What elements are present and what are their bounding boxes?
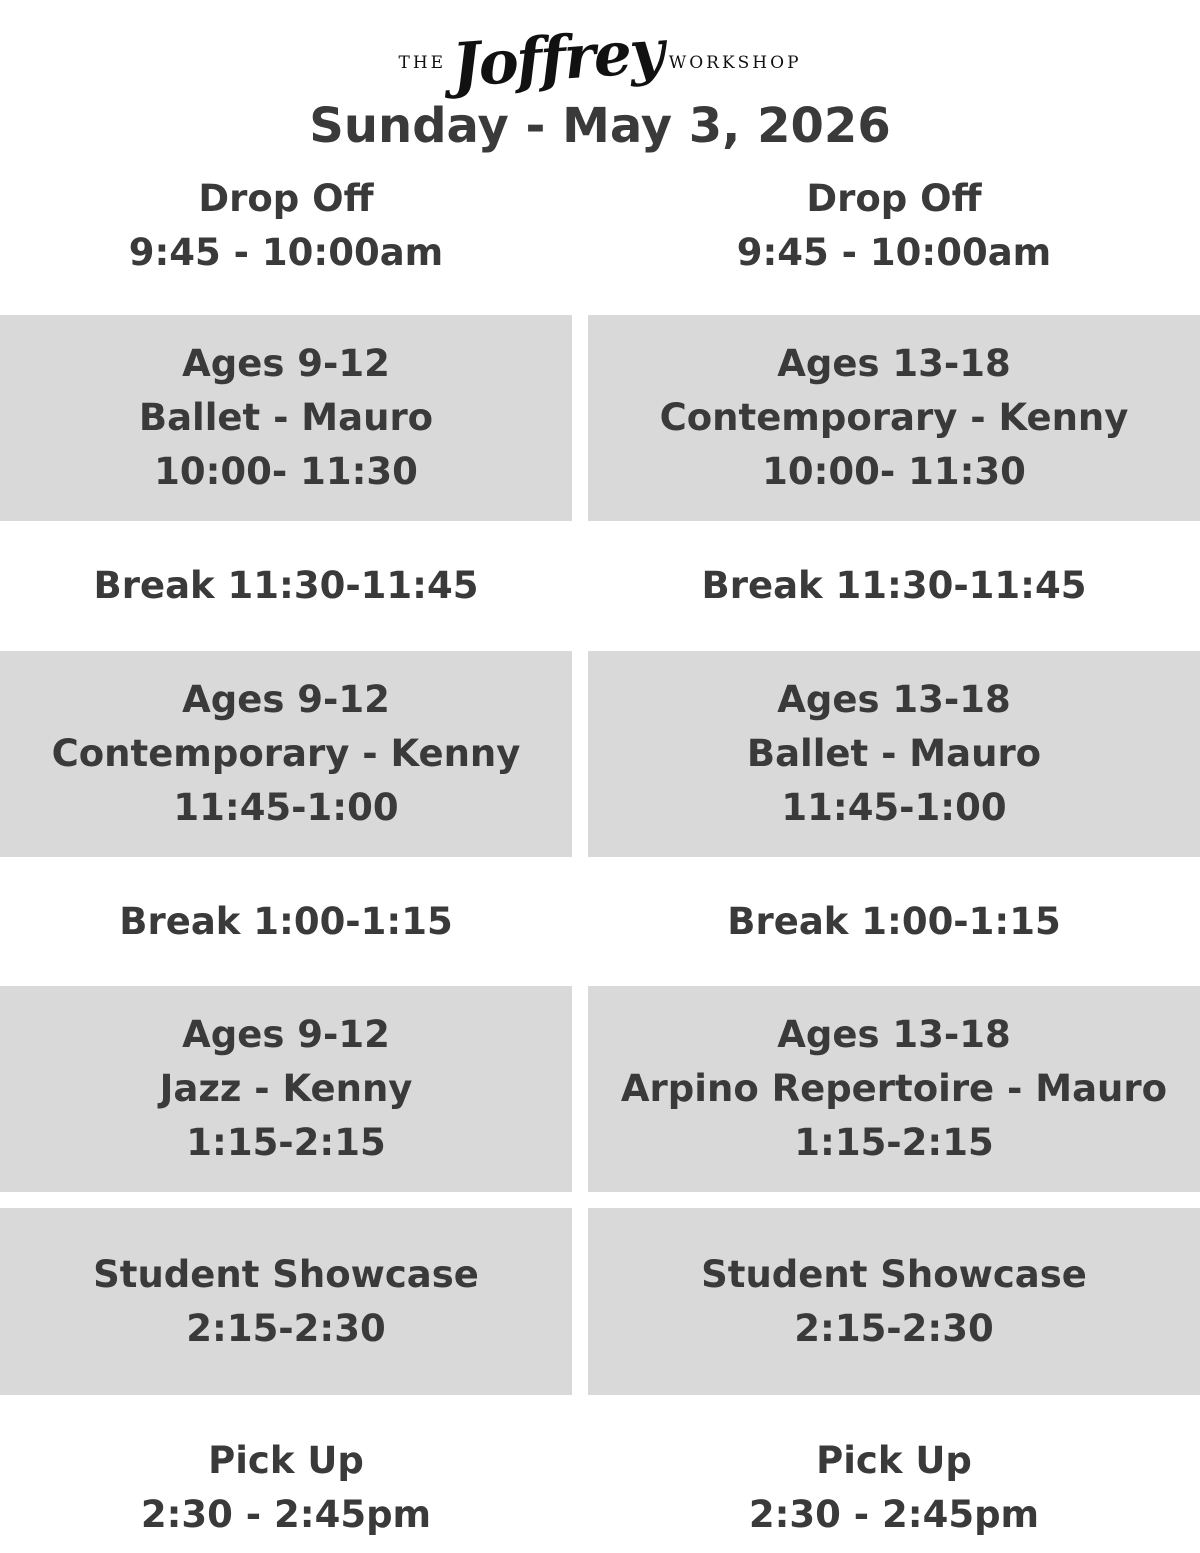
left-session-1-class: Ballet - Mauro	[138, 396, 434, 439]
right-showcase-time: 2:15-2:30	[794, 1306, 994, 1350]
logo-script-name: Joffrey	[449, 16, 665, 102]
right-session-2-time: 11:45-1:00	[781, 786, 1007, 829]
left-dropoff-time: 9:45 - 10:00am	[128, 230, 444, 274]
right-session-1-ages: Ages 13-18	[777, 342, 1011, 385]
right-session-1-class: Contemporary - Kenny	[659, 396, 1129, 439]
right-session-2-ages: Ages 13-18	[777, 678, 1011, 721]
right-pickup-label: Pick Up	[816, 1439, 972, 1482]
right-break-1	[588, 521, 1200, 651]
right-dropoff-label: Drop Off	[806, 176, 982, 220]
logo-suffix: WORKSHOP	[668, 53, 802, 73]
right-session-3	[588, 986, 1200, 1192]
page-title: Sunday - May 3, 2026	[309, 98, 891, 154]
right-dropoff	[588, 168, 1200, 283]
right-showcase-label: Student Showcase	[701, 1252, 1087, 1296]
left-session-3-class: Jazz - Kenny	[159, 1067, 413, 1110]
right-session-3-time: 1:15-2:15	[794, 1121, 994, 1164]
left-showcase-label: Student Showcase	[93, 1252, 479, 1296]
left-break-1-label: Break 11:30-11:45	[93, 564, 479, 607]
left-showcase-time: 2:15-2:30	[186, 1306, 386, 1350]
left-break-2-label: Break 1:00-1:15	[119, 900, 453, 943]
right-session-3-class: Arpino Repertoire - Mauro	[620, 1067, 1168, 1110]
left-session-2-time: 11:45-1:00	[173, 786, 399, 829]
right-session-2-class: Ballet - Mauro	[746, 732, 1042, 775]
left-showcase	[0, 1208, 572, 1395]
right-pickup	[588, 1432, 1200, 1544]
joffrey-workshop-logo	[0, 14, 1200, 104]
right-break-2	[588, 857, 1200, 987]
left-dropoff	[0, 168, 572, 283]
left-session-1-time: 10:00- 11:30	[154, 450, 418, 493]
right-pickup-time: 2:30 - 2:45pm	[748, 1493, 1040, 1536]
left-dropoff-label: Drop Off	[198, 176, 374, 220]
left-session-3-ages: Ages 9-12	[182, 1013, 390, 1056]
right-break-2-label: Break 1:00-1:15	[727, 900, 1061, 943]
left-break-1	[0, 521, 572, 651]
right-break-1-label: Break 11:30-11:45	[701, 564, 1087, 607]
left-session-2	[0, 651, 572, 857]
right-showcase	[588, 1208, 1200, 1395]
right-session-1	[588, 315, 1200, 521]
left-break-2	[0, 857, 572, 987]
logo-prefix: THE	[398, 53, 447, 73]
left-pickup-label: Pick Up	[208, 1439, 364, 1482]
left-session-1-ages: Ages 9-12	[182, 342, 390, 385]
right-dropoff-time: 9:45 - 10:00am	[736, 230, 1052, 274]
left-session-2-ages: Ages 9-12	[182, 678, 390, 721]
left-session-3-time: 1:15-2:15	[186, 1121, 386, 1164]
right-session-1-time: 10:00- 11:30	[762, 450, 1026, 493]
left-session-1	[0, 315, 572, 521]
left-session-2-class: Contemporary - Kenny	[51, 732, 521, 775]
left-pickup	[0, 1432, 572, 1544]
right-session-2	[588, 651, 1200, 857]
right-session-3-ages: Ages 13-18	[777, 1013, 1011, 1056]
left-session-3	[0, 986, 572, 1192]
left-pickup-time: 2:30 - 2:45pm	[140, 1493, 432, 1536]
